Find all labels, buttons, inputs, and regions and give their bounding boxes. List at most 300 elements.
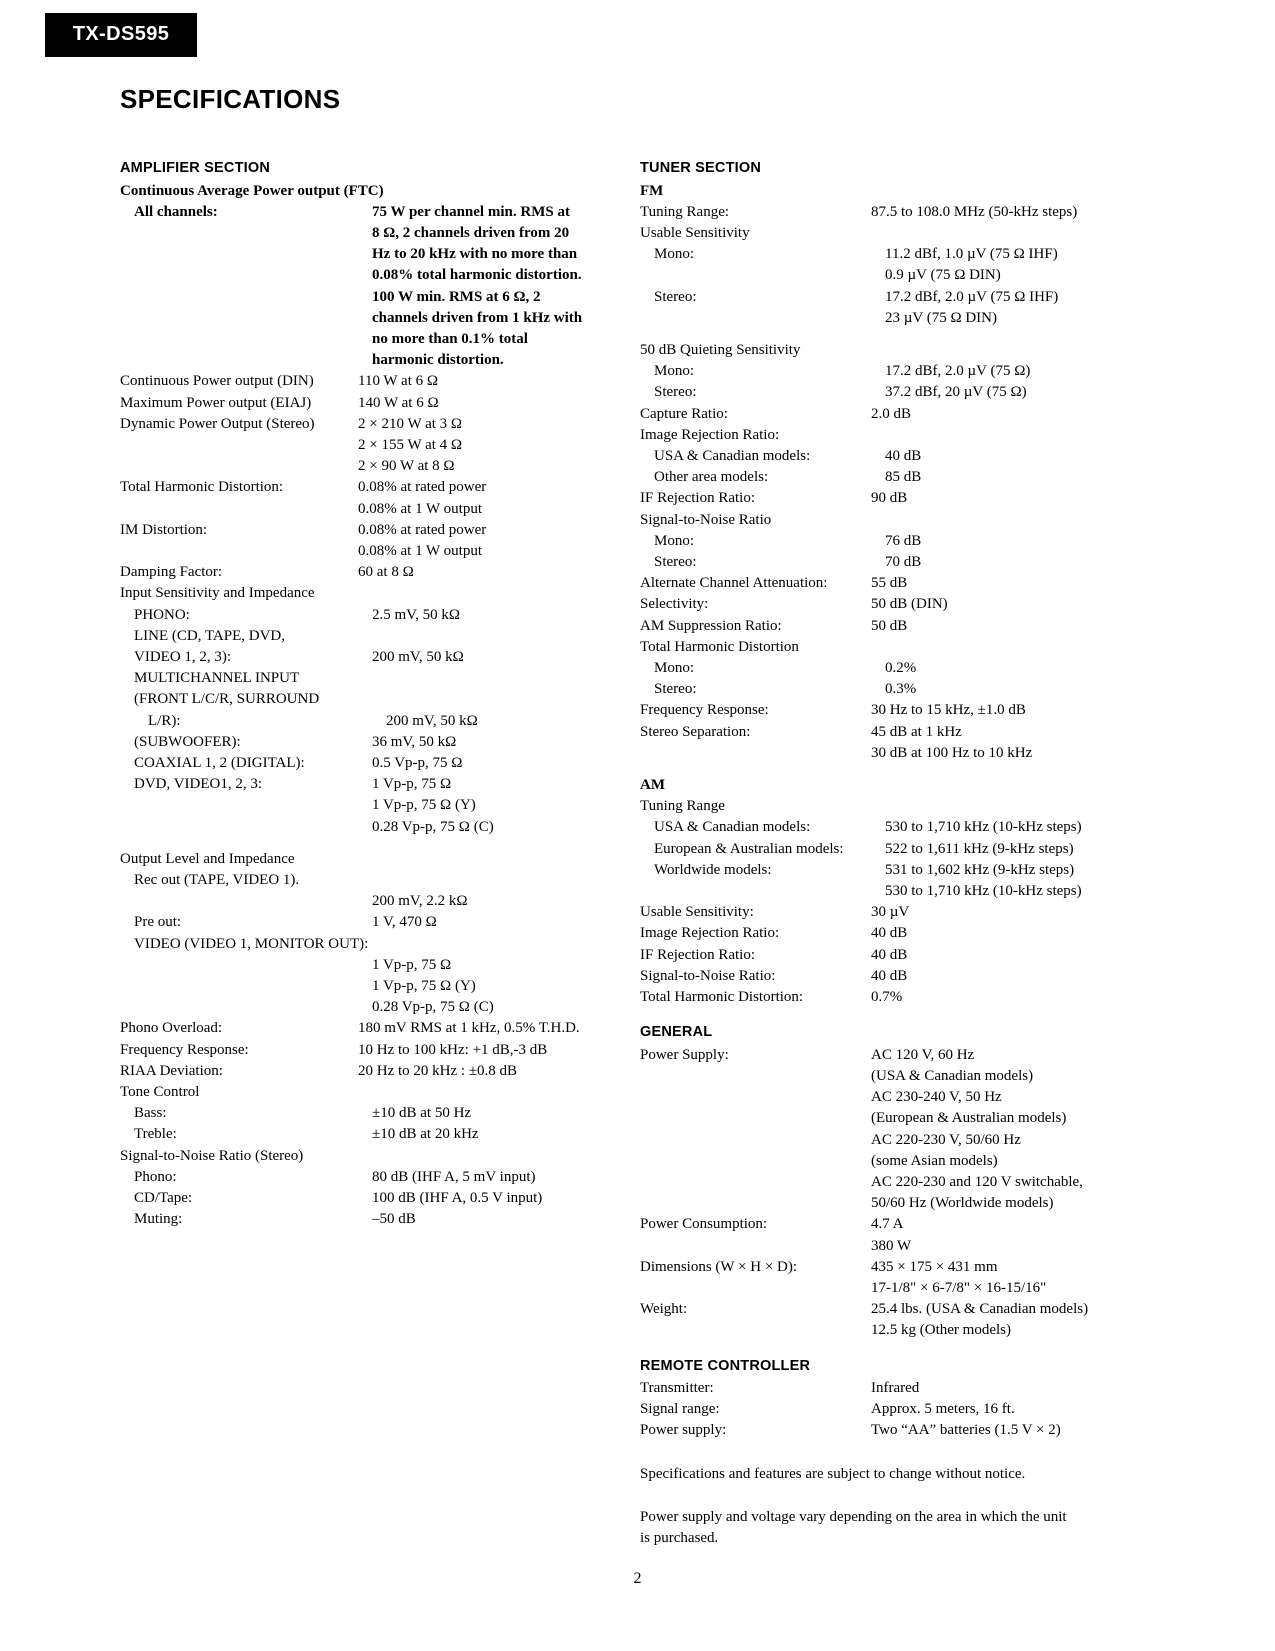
spec-value: 2.5 mV, 50 kΩ [372, 606, 460, 623]
spec-row [120, 1103, 620, 1124]
spec-value: 40 dB [871, 946, 908, 963]
spec-label: Other area models: [654, 469, 769, 486]
spec-values [358, 562, 620, 583]
spec-label: Image Rejection Ratio: [640, 925, 780, 942]
spec-values [885, 382, 1160, 403]
spec-values [372, 955, 620, 1019]
spec-label: Selectivity: [640, 596, 709, 613]
page-title: SPECIFICATIONS [120, 84, 341, 114]
spec-value: Approx. 5 meters, 16 ft. [871, 1401, 1015, 1418]
spec-label: Mono: [654, 363, 695, 380]
spec-values [871, 488, 1160, 509]
spec-label: Continuous Power output (DIN) [120, 373, 314, 390]
spec-row [640, 679, 1160, 700]
spec-row [640, 1399, 1160, 1420]
spec-row [120, 870, 620, 891]
spec-value: 4.7 A [871, 1216, 904, 1233]
spec-row [640, 1420, 1160, 1441]
spec-value: 530 to 1,710 kHz (10-kHz steps) [885, 883, 1082, 899]
spec-row [640, 616, 1160, 637]
spec-values [372, 1188, 620, 1209]
spec-values [885, 244, 1160, 286]
spec-label: CD/Tape: [134, 1190, 193, 1207]
spec-row [640, 1378, 1160, 1399]
spec-label: PHONO: [134, 606, 190, 623]
model-number-banner [45, 13, 197, 57]
spec-value: 50 dB (DIN) [871, 596, 948, 613]
spec-value: 55 dB [871, 575, 908, 592]
spec-value: 0.08% at rated power [358, 521, 487, 538]
spec-row [640, 1045, 1160, 1215]
spec-value: 23 µV (75 Ω DIN) [885, 309, 998, 326]
spec-row [640, 223, 1160, 244]
spec-row [640, 202, 1160, 223]
right-section-list [640, 158, 1160, 1442]
spec-label: Stereo: [654, 384, 697, 401]
model-number-text: TX-DS595 [72, 23, 170, 45]
spec-value: 40 dB [871, 925, 908, 942]
spec-row [120, 668, 620, 689]
spec-label: USA & Canadian models: [654, 447, 811, 464]
spec-values [885, 361, 1160, 382]
spec-values [871, 594, 1160, 615]
spec-values [386, 711, 620, 732]
spec-row [640, 796, 1160, 817]
spec-row [640, 1214, 1160, 1256]
spec-label: L/R): [148, 712, 181, 729]
spec-row [120, 711, 620, 732]
spec-row [120, 774, 620, 838]
spec-row [640, 287, 1160, 329]
spec-label: Stereo: [654, 681, 697, 698]
spec-label: VIDEO 1, 2, 3): [134, 648, 232, 665]
spec-row [120, 583, 620, 604]
spec-label: AM [640, 776, 665, 793]
spec-value: AC 230-240 V, 50 Hz [871, 1089, 1002, 1106]
spec-label: Capture Ratio: [640, 405, 728, 422]
spec-value: 380 W [871, 1237, 912, 1254]
spec-label: IF Rejection Ratio: [640, 946, 755, 963]
spec-value: 11.2 dBf, 1.0 µV (75 Ω IHF) [885, 246, 1058, 263]
spec-value: channels driven from 1 kHz with [372, 309, 583, 326]
spec-value: 0.28 Vp-p, 75 Ω (C) [372, 999, 494, 1016]
spec-values [885, 287, 1160, 329]
spec-values [871, 202, 1160, 223]
section-heading-remote-controller: REMOTE CONTROLLER [640, 1357, 811, 1374]
spec-label: Mono: [654, 659, 695, 676]
spec-value: 1 Vp-p, 75 Ω (Y) [372, 978, 476, 995]
spec-value: 80 dB (IHF A, 5 mV input) [372, 1168, 536, 1185]
spec-value: 0.2% [885, 659, 917, 676]
spec-value: 522 to 1,611 kHz (9-kHz steps) [885, 840, 1074, 857]
spec-value: 0.5 Vp-p, 75 Ω [372, 754, 463, 771]
spec-value: 0.7% [871, 989, 903, 1006]
spec-value: (European & Australian models) [871, 1110, 1067, 1127]
spec-label: Tuning Range: [640, 203, 730, 220]
spec-label: Total Harmonic Distortion [640, 638, 799, 655]
spec-row [120, 1082, 620, 1103]
spec-label: COAXIAL 1, 2 (DIGITAL): [134, 754, 305, 771]
spec-values [358, 414, 620, 478]
spec-values [871, 1214, 1160, 1256]
spec-label: Power Consumption: [640, 1216, 768, 1233]
spec-value: AC 220-230 and 120 V switchable, [871, 1173, 1083, 1190]
spec-value: Hz to 20 kHz with no more than [372, 246, 578, 263]
spec-value: 90 dB [871, 490, 908, 507]
spec-row [120, 626, 620, 647]
spec-value: 30 dB at 100 Hz to 10 kHz [871, 744, 1033, 761]
spec-value: 17.2 dBf, 2.0 µV (75 Ω) [885, 363, 1031, 380]
spec-values [871, 1257, 1160, 1299]
spec-values [358, 1018, 620, 1039]
spec-row [640, 531, 1160, 552]
spec-label: IM Distortion: [120, 521, 208, 538]
spec-label: Dimensions (W × H × D): [640, 1258, 798, 1275]
spec-value: 20 Hz to 20 kHz : ±0.8 dB [358, 1062, 518, 1079]
spec-value: Two “AA” batteries (1.5 V × 2) [871, 1422, 1061, 1439]
spec-value: 0.08% at 1 W output [358, 500, 483, 517]
spec-value: 200 mV, 50 kΩ [372, 648, 464, 665]
spec-label: Pre out: [134, 914, 182, 931]
spec-values [372, 1124, 620, 1145]
spec-row [120, 1124, 620, 1145]
spec-label: Stereo: [654, 288, 697, 305]
spec-values [372, 1167, 620, 1188]
spec-values [358, 520, 620, 562]
spec-value: –50 dB [372, 1211, 416, 1228]
spec-row [120, 1040, 620, 1061]
spec-row [640, 1299, 1160, 1341]
spec-values [885, 446, 1160, 467]
spec-values [358, 393, 620, 414]
spec-value: 37.2 dBf, 20 µV (75 Ω) [885, 384, 1027, 401]
spec-value: 435 × 175 × 431 mm [871, 1258, 998, 1275]
spec-row [640, 467, 1160, 488]
spec-value: 0.28 Vp-p, 75 Ω (C) [372, 818, 494, 835]
spec-row [120, 753, 620, 774]
spec-label: Frequency Response: [640, 702, 769, 719]
spec-label: Mono: [654, 246, 695, 263]
spec-row [640, 923, 1160, 944]
spec-row [120, 689, 620, 710]
spec-values [885, 679, 1160, 700]
spec-values [871, 1420, 1160, 1441]
spec-label: Bass: [134, 1105, 167, 1122]
spec-value: 30 Hz to 15 kHz, ±1.0 dB [871, 702, 1026, 719]
spec-row [640, 722, 1160, 764]
spec-values [358, 1040, 620, 1061]
spec-row [120, 647, 620, 668]
spec-value: 2.0 dB [871, 405, 912, 422]
spec-values [372, 1103, 620, 1124]
spec-label: Maximum Power output (EIAJ) [120, 394, 312, 411]
spec-value: 70 dB [885, 553, 922, 570]
spec-row [120, 891, 620, 912]
spec-value: 76 dB [885, 532, 922, 549]
spec-label: Dynamic Power Output (Stereo) [120, 415, 315, 432]
spec-value: 0.08% total harmonic distortion. [372, 267, 582, 284]
spec-values [871, 945, 1160, 966]
spec-row [120, 202, 620, 372]
spec-label: Weight: [640, 1301, 688, 1318]
spec-values [871, 1399, 1160, 1420]
spec-label: (FRONT L/C/R, SURROUND [134, 691, 320, 708]
spec-row [120, 605, 620, 626]
spec-row [640, 361, 1160, 382]
spec-row [120, 1167, 620, 1188]
spec-row [640, 573, 1160, 594]
spec-values [871, 700, 1160, 721]
spec-values [871, 1299, 1160, 1341]
spec-value: 45 dB at 1 kHz [871, 723, 962, 740]
spec-row [640, 488, 1160, 509]
spec-value: 2 × 90 W at 8 Ω [358, 458, 455, 475]
spec-row [120, 477, 620, 519]
spec-value: 36 mV, 50 kΩ [372, 733, 457, 750]
spec-row [640, 594, 1160, 615]
spec-values [372, 753, 620, 774]
spec-value: 75 W per channel min. RMS at [372, 203, 570, 220]
spec-label: Phono Overload: [120, 1020, 223, 1037]
spec-value: 200 mV, 50 kΩ [386, 712, 478, 729]
spec-label: Signal-to-Noise Ratio [640, 511, 772, 528]
spec-label: Frequency Response: [120, 1041, 249, 1058]
spec-value: 30 µV [871, 904, 910, 921]
spec-label: 50 dB Quieting Sensitivity [640, 341, 801, 358]
spec-value: AC 220-230 V, 50/60 Hz [871, 1131, 1021, 1148]
spec-row [640, 552, 1160, 573]
spec-label: DVD, VIDEO1, 2, 3: [134, 776, 263, 793]
spec-label: Signal-to-Noise Ratio: [640, 967, 776, 984]
spec-values [372, 912, 620, 933]
spec-values [372, 605, 620, 626]
spec-value: 40 dB [871, 967, 908, 984]
spec-values [358, 477, 620, 519]
spec-row [640, 817, 1160, 838]
spec-values [358, 371, 620, 392]
spec-row [640, 902, 1160, 923]
spec-value: Infrared [871, 1380, 920, 1397]
footer-note [640, 1464, 1160, 1485]
spec-row [640, 839, 1160, 860]
spec-label: FM [640, 182, 664, 199]
spec-value: no more than 0.1% total [372, 330, 528, 347]
spec-values [885, 817, 1160, 838]
spec-value: (some Asian models) [871, 1152, 998, 1169]
spec-values [372, 732, 620, 753]
spec-value: (USA & Canadian models) [871, 1067, 1034, 1084]
spec-row [640, 181, 1160, 202]
spec-label: (SUBWOOFER): [134, 733, 241, 750]
section-heading-general: GENERAL [640, 1024, 713, 1041]
spec-row [640, 244, 1160, 286]
spec-label: USA & Canadian models: [654, 819, 811, 836]
spec-value: 110 W at 6 Ω [358, 373, 439, 390]
spec-value: 87.5 to 108.0 MHz (50-kHz steps) [871, 203, 1078, 220]
amplifier-spec-list [120, 181, 620, 1231]
spec-values [885, 467, 1160, 488]
spec-label: Tuning Range [640, 798, 725, 815]
spec-value: AC 120 V, 60 Hz [871, 1046, 975, 1063]
spec-label: Continuous Average Power output (FTC) [120, 182, 384, 199]
spec-value: 0.08% at 1 W output [358, 542, 483, 559]
spec-label: Total Harmonic Distortion: [120, 479, 284, 496]
spec-value: 2 × 210 W at 3 Ω [358, 415, 463, 432]
spec-row [640, 425, 1160, 446]
spec-values [871, 616, 1160, 637]
spec-value: 1 V, 470 Ω [372, 914, 437, 931]
spec-value: 12.5 kg (Other models) [871, 1322, 1011, 1339]
spec-values [372, 1209, 620, 1230]
spec-label: Power supply: [640, 1422, 727, 1439]
spec-value: 60 at 8 Ω [358, 564, 414, 581]
spec-value: 140 W at 6 Ω [358, 394, 439, 411]
spec-row [120, 181, 620, 202]
spec-values [885, 860, 1160, 902]
spec-values [871, 987, 1160, 1008]
spec-value: 200 mV, 2.2 kΩ [372, 893, 468, 910]
spec-row [120, 955, 620, 1019]
spec-label: Alternate Channel Attenuation: [640, 575, 828, 592]
spec-value: 1 Vp-p, 75 Ω [372, 956, 452, 973]
spec-values [885, 839, 1160, 860]
spec-row [640, 404, 1160, 425]
spec-label: Usable Sensitivity: [640, 904, 754, 921]
spec-label: Output Level and Impedance [120, 850, 295, 867]
spec-values [372, 774, 620, 838]
spec-label: MULTICHANNEL INPUT [134, 670, 300, 687]
spec-row [120, 562, 620, 583]
spec-row [640, 637, 1160, 658]
spec-label: AM Suppression Ratio: [640, 617, 782, 634]
footer-note [640, 1507, 1160, 1549]
spec-row [120, 732, 620, 753]
spec-label: European & Australian models: [654, 840, 844, 857]
spec-value: 0.3% [885, 681, 917, 698]
spec-row [640, 382, 1160, 403]
spec-label: Mono: [654, 532, 695, 549]
spec-value: 8 Ω, 2 channels driven from 20 [372, 224, 570, 241]
spec-row [120, 393, 620, 414]
spec-label: Usable Sensitivity [640, 224, 750, 241]
spec-label: Stereo Separation: [640, 723, 751, 740]
spec-row [640, 966, 1160, 987]
spec-label: Signal-to-Noise Ratio (Stereo) [120, 1147, 304, 1164]
spec-values [372, 891, 620, 912]
spec-value: 1 Vp-p, 75 Ω (Y) [372, 797, 476, 814]
spec-row [640, 1257, 1160, 1299]
spec-values [885, 552, 1160, 573]
spec-row [640, 658, 1160, 679]
spec-label: Damping Factor: [120, 564, 223, 581]
spec-row [120, 849, 620, 870]
left-column [120, 158, 620, 1230]
spec-label: Transmitter: [640, 1380, 714, 1397]
spec-value: 0.08% at rated power [358, 479, 487, 496]
spec-value: 1 Vp-p, 75 Ω [372, 776, 452, 793]
spec-values [885, 531, 1160, 552]
spec-label: Signal range: [640, 1401, 720, 1418]
spec-row [640, 510, 1160, 531]
section-heading-amplifier: AMPLIFIER SECTION [120, 160, 271, 176]
spec-label: Input Sensitivity and Impedance [120, 585, 315, 602]
spec-label: Power Supply: [640, 1046, 729, 1063]
spec-label: Image Rejection Ratio: [640, 426, 780, 443]
spec-value: 100 dB (IHF A, 0.5 V input) [372, 1190, 543, 1207]
spec-values [358, 1061, 620, 1082]
spec-values [871, 722, 1160, 764]
spec-value: harmonic distortion. [372, 352, 504, 369]
spec-row [120, 1061, 620, 1082]
right-column [640, 158, 1160, 1549]
spec-label: Muting: [134, 1211, 183, 1228]
spec-row [120, 934, 620, 955]
section-heading-tuner-section: TUNER SECTION [640, 160, 762, 176]
spec-label: Worldwide models: [654, 861, 772, 878]
spec-row [120, 1188, 620, 1209]
spec-label: Treble: [134, 1126, 177, 1143]
spec-value: 50/60 Hz (Worldwide models) [871, 1195, 1054, 1212]
spec-value: 2 × 155 W at 4 Ω [358, 436, 463, 453]
spec-values [871, 1045, 1160, 1215]
spec-value: 530 to 1,710 kHz (10-kHz steps) [885, 819, 1082, 836]
spec-row [640, 987, 1160, 1008]
spec-label: RIAA Deviation: [120, 1062, 223, 1079]
spec-row [640, 340, 1160, 361]
footer-notes [640, 1464, 1160, 1550]
spec-value: 531 to 1,602 kHz (9-kHz steps) [885, 861, 1075, 878]
page-number: 2 [633, 1570, 642, 1587]
spec-row [120, 1209, 620, 1230]
spec-values [372, 647, 620, 668]
spec-value: 180 mV RMS at 1 kHz, 0.5% T.H.D. [358, 1020, 580, 1037]
spec-row [120, 1146, 620, 1167]
spec-value: 85 dB [885, 469, 922, 486]
spec-label: Tone Control [120, 1084, 200, 1101]
spec-values [871, 1378, 1160, 1399]
footer-note-line: is purchased. [640, 1530, 719, 1547]
spec-row [120, 520, 620, 562]
spec-row [120, 912, 620, 933]
spec-value: 17-1/8" × 6-7/8" × 16-15/16" [871, 1279, 1047, 1296]
spec-row [640, 945, 1160, 966]
spec-label: All channels: [134, 203, 218, 220]
spec-label: Total Harmonic Distortion: [640, 989, 804, 1006]
spec-row [120, 414, 620, 478]
spec-values [871, 902, 1160, 923]
spec-row [120, 371, 620, 392]
spec-value: 0.9 µV (75 Ω DIN) [885, 267, 1001, 284]
spec-row [640, 860, 1160, 902]
footer-note-line: Power supply and voltage vary depending on the area in which the unit [640, 1508, 1067, 1525]
spec-value: 10 Hz to 100 kHz: +1 dB,-3 dB [358, 1041, 548, 1058]
spec-label: Stereo: [654, 553, 697, 570]
footer-note-line: Specifications and features are subject to change without notice. [640, 1465, 1026, 1482]
spec-row [640, 775, 1160, 796]
spec-label: LINE (CD, TAPE, DVD, [134, 627, 286, 644]
spec-value: 40 dB [885, 447, 922, 464]
spec-values [871, 404, 1160, 425]
spec-row [640, 700, 1160, 721]
spec-values [871, 573, 1160, 594]
spec-values [871, 923, 1160, 944]
spec-value: 25.4 lbs. (USA & Canadian models) [871, 1301, 1089, 1318]
spec-label: Rec out (TAPE, VIDEO 1). [134, 872, 300, 888]
spec-row [120, 1018, 620, 1039]
spec-values [871, 966, 1160, 987]
spec-value: 50 dB [871, 617, 908, 634]
spec-values [372, 202, 620, 372]
